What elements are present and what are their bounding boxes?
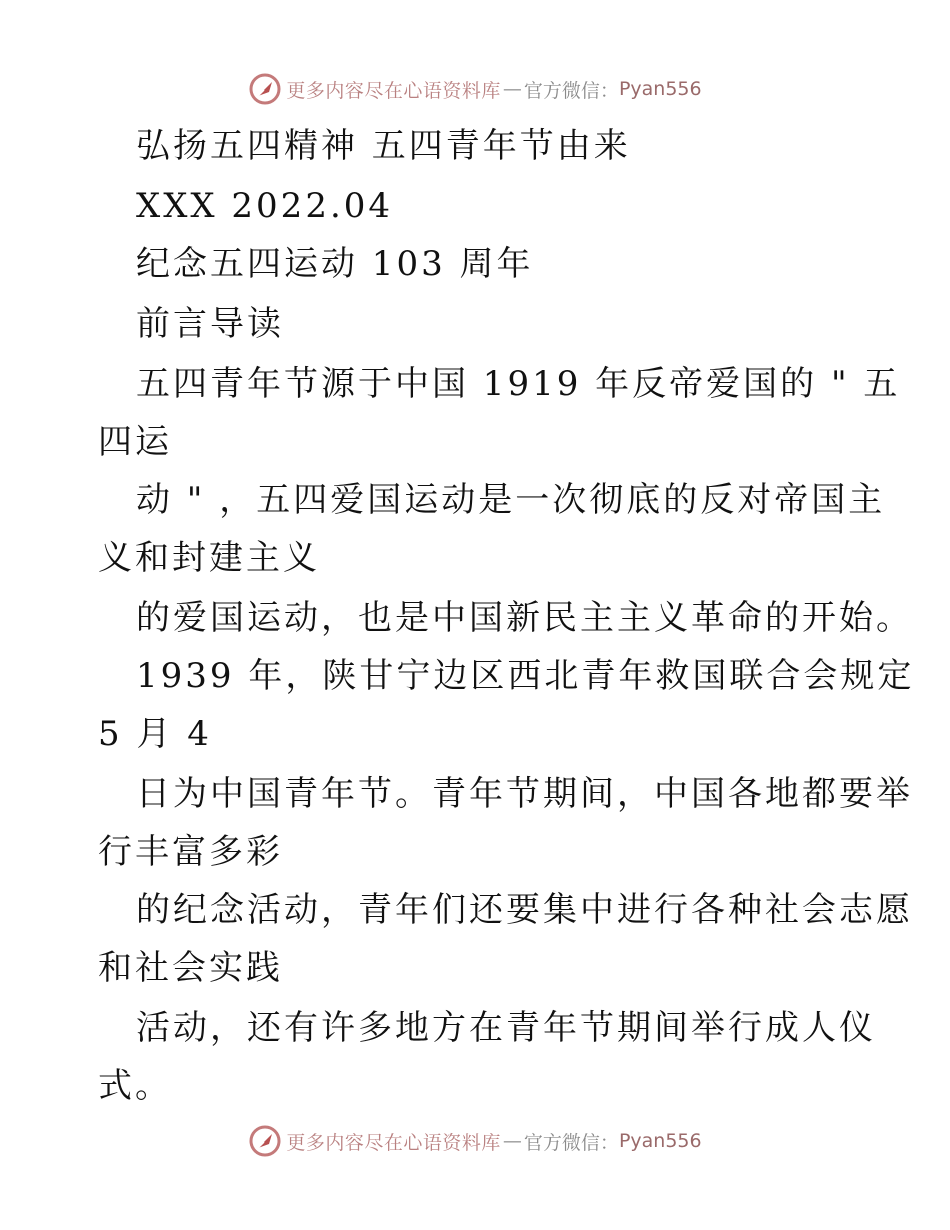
paragraph-line: 和社会实践 — [98, 948, 283, 988]
watermark-separator: — — [502, 1130, 522, 1152]
quill-logo-icon — [248, 72, 282, 106]
watermark-wechat-label: 官方微信： — [523, 79, 619, 102]
paragraph-line: 行丰富多彩 — [98, 832, 283, 872]
paragraph-line: 义和封建主义 — [98, 538, 320, 578]
watermark-wechat-id: Pyan556 — [618, 1130, 702, 1152]
document-subtitle: 纪念五四运动 103 周年 — [136, 244, 534, 284]
watermark-separator: — — [502, 78, 522, 100]
watermark-footer — [0, 1124, 950, 1158]
author-date: XXX 2022.04 — [136, 186, 394, 226]
watermark-wechat-id: Pyan556 — [618, 78, 702, 100]
paragraph-line: 活动，还有许多地方在青年节期间举行成人仪 — [136, 1008, 876, 1048]
paragraph-line: 四运 — [98, 422, 172, 462]
paragraph-line: 的爱国运动，也是中国新民主主义革命的开始。 — [136, 598, 913, 638]
document-title: 弘扬五四精神 五四青年节由来 — [136, 126, 631, 166]
paragraph-line: 5 月 4 — [98, 714, 212, 754]
watermark-wechat-label: 官方微信： — [523, 1131, 619, 1154]
paragraph-line: 日为中国青年节。青年节期间，中国各地都要举 — [136, 774, 913, 814]
watermark-header — [0, 72, 950, 106]
quill-logo-icon — [248, 1124, 282, 1158]
section-heading: 前言导读 — [136, 304, 284, 344]
paragraph-line: 五四青年节源于中国 1919 年反帝爱国的 " 五 — [136, 364, 901, 404]
watermark-text: 更多内容尽在心语资料库 — [286, 79, 501, 102]
paragraph-line: 1939 年，陕甘宁边区西北青年救国联合会规定 — [136, 656, 915, 696]
paragraph-line: 动 " ，五四爱国运动是一次彻底的反对帝国主 — [136, 480, 886, 520]
paragraph-line: 式。 — [98, 1066, 172, 1106]
paragraph-line: 的纪念活动，青年们还要集中进行各种社会志愿 — [136, 890, 913, 930]
watermark-text: 更多内容尽在心语资料库 — [286, 1131, 501, 1154]
